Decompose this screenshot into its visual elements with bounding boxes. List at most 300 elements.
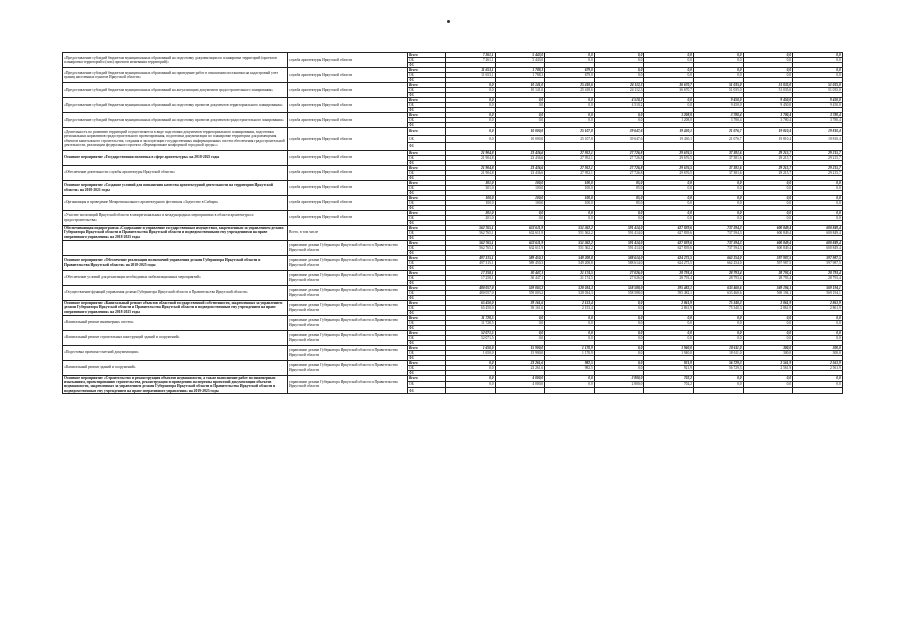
amount-cell: 0,0 — [545, 58, 595, 63]
amount-cell: 28 793,4 — [743, 275, 793, 280]
funding-source-cell: ФБ — [408, 93, 446, 98]
amount-cell: 37 381,6 — [693, 165, 743, 170]
amount-cell: 39 647,6 — [594, 135, 644, 143]
amount-cell — [446, 143, 496, 151]
amount-cell: 0,0 — [495, 103, 545, 108]
funding-source-cell: ОБ — [408, 73, 446, 78]
amount-cell — [644, 143, 694, 151]
amount-cell: 0,0 — [446, 88, 496, 93]
amount-cell: 0,0 — [644, 58, 694, 63]
amount-cell: 25 107,8 — [545, 135, 595, 143]
amount-cell: 0,0 — [743, 53, 793, 58]
amount-cell: 2 861,9 — [743, 300, 793, 305]
amount-cell: 595 482,1 — [644, 290, 694, 295]
amount-cell: 0,0 — [793, 195, 843, 200]
amount-cell: 2 561,9 — [793, 365, 843, 370]
amount-cell: 600 849,4 — [743, 230, 793, 235]
amount-cell: 51 035,0 — [743, 88, 793, 93]
funding-source-cell: ОБ — [408, 58, 446, 63]
amount-cell: 0,0 — [446, 113, 496, 118]
activity-name-cell: «Капитальный ремонт инженерных систем» — [63, 315, 288, 330]
amount-cell: 9 450,0 — [793, 103, 843, 108]
amount-cell: 0,0 — [594, 73, 644, 78]
amount-cell: 632 611,9 — [495, 230, 545, 235]
amount-cell: 19 810,4 — [743, 135, 793, 143]
amount-cell: 0,0 — [594, 113, 644, 118]
amount-cell: 0,0 — [743, 335, 793, 340]
amount-cell: 0,0 — [446, 381, 496, 387]
amount-cell: 0,0 — [545, 315, 595, 320]
amount-cell: 921,9 — [644, 365, 694, 370]
amount-cell: 30 447,1 — [495, 270, 545, 275]
funding-source-cell: ОБ — [408, 103, 446, 108]
amount-cell: 10 000,0 — [495, 135, 545, 143]
funding-source-cell: ОБ — [408, 155, 446, 160]
amount-cell: 9 450,0 — [743, 98, 793, 103]
amount-cell: 0,0 — [743, 215, 793, 220]
amount-cell: 0,0 — [693, 381, 743, 387]
amount-cell: 0,0 — [644, 53, 694, 58]
amount-cell: 4 510,2 — [594, 98, 644, 103]
amount-cell: 562 765,1 — [446, 225, 496, 230]
funding-source-cell: ОБ — [408, 245, 446, 250]
amount-cell: 2 800,0 — [594, 375, 644, 381]
activity-name-cell: «Капитальный ремонт строительных конструкций зданий и сооружений» — [63, 330, 288, 345]
amount-cell: 27 026,0 — [594, 270, 644, 275]
amount-cell: 0,0 — [693, 215, 743, 220]
amount-cell: 0,0 — [693, 195, 743, 200]
amount-cell: 1 170,9 — [545, 345, 595, 350]
amount-cell: 100,0 — [495, 195, 545, 200]
amount-cell: 569 194,1 — [743, 290, 793, 295]
amount-cell: 0,0 — [693, 375, 743, 381]
amount-cell: 0,0 — [743, 200, 793, 205]
amount-cell: 19 430,1 — [644, 135, 694, 143]
amount-cell: 29 215,7 — [793, 170, 843, 175]
amount-cell: 28 793,4 — [644, 275, 694, 280]
activity-name-cell: Основное мероприятие «Обеспечение реализации полномочий управления делами Губернатора Иркутской области и Правительства Иркутской области» на 2018-2025 годы — [63, 255, 288, 270]
amount-cell: 0,0 — [446, 365, 496, 370]
amount-cell: 11 653,1 — [446, 68, 496, 73]
amount-cell: 0,0 — [693, 58, 743, 63]
executor-cell: служба архитектуры Иркутской области — [288, 210, 408, 225]
amount-cell: 1 208,0 — [644, 118, 694, 123]
amount-cell: 0,0 — [594, 335, 644, 340]
amount-cell — [495, 387, 545, 393]
amount-cell: 0,0 — [545, 113, 595, 118]
funding-source-cell: Всего — [408, 53, 446, 58]
amount-cell: 39 647,6 — [594, 128, 644, 136]
funding-source-cell: Всего — [408, 360, 446, 365]
amount-cell: 51 035,0 — [743, 83, 793, 88]
funding-source-cell: Всего — [408, 240, 446, 245]
amount-cell: 0,0 — [594, 305, 644, 310]
amount-cell: 551 362,2 — [545, 230, 595, 235]
amount-cell: 300,0 — [743, 345, 793, 350]
amount-cell — [693, 387, 743, 393]
amount-cell: 301,0 — [446, 180, 496, 185]
amount-cell: 100,0 — [495, 185, 545, 190]
activity-name-cell: «Предоставление субсидий бюджетам муниципальных образований на подготовку проектов документов градостроительного зонирования» — [63, 113, 288, 128]
amount-cell: 0,0 — [446, 98, 496, 103]
amount-cell: 4 000,0 — [495, 381, 545, 387]
amount-cell: 2 561,9 — [743, 365, 793, 370]
executor-cell: управление делами Губернатора Иркутской области и Правительства Иркутской области — [288, 300, 408, 315]
amount-cell: 558 588,0 — [594, 290, 644, 295]
amount-cell: 1 170,9 — [545, 350, 595, 355]
amount-cell: 75 340,3 — [693, 305, 743, 310]
amount-cell: 9 450,0 — [743, 103, 793, 108]
funding-source-cell: ФБ — [408, 370, 446, 375]
funding-source-cell: ФБ — [408, 175, 446, 180]
funding-source-cell: Всего — [408, 285, 446, 290]
amount-cell: 51 035,0 — [693, 88, 743, 93]
amount-cell: 100,0 — [545, 180, 595, 185]
table-row — [63, 128, 843, 136]
amount-cell: 589 450,3 — [495, 255, 545, 260]
amount-cell: 0,0 — [743, 320, 793, 325]
amount-cell: 600 849,4 — [743, 225, 793, 230]
amount-cell: 56 729,3 — [693, 365, 743, 370]
activity-name-cell: Основное мероприятие «Строительство и реконструкция объектов недвижимости, а также выполнение работ по инженерным изысканиям, проектированию строительства, реконструкции и проведению экспертизы проектной документации объектов недвижимости, закрепленных за управлением делами Губернатора Иркутской области и Правительства Иркутской области и подведомственным ему учреждением на праве оперативного управления» на 2019-2023 годы — [63, 375, 288, 394]
amount-cell: 982,5 — [545, 360, 595, 365]
amount-cell: 1 788,3 — [495, 68, 545, 73]
amount-cell: 25 107,8 — [545, 128, 595, 136]
activity-name-cell: «Обеспечение деятельности службы архитектуры Иркутской области» — [63, 165, 288, 180]
amount-cell: 27 726,8 — [594, 150, 644, 155]
amount-cell: 1 650,0 — [446, 350, 496, 355]
amount-cell: 0,0 — [594, 68, 644, 73]
amount-cell: 480 057,0 — [446, 285, 496, 290]
amount-cell: 0,0 — [793, 335, 843, 340]
amount-cell: 551 362,2 — [545, 240, 595, 245]
amount-cell: 15 900,0 — [495, 350, 545, 355]
amount-cell: 589 450,3 — [495, 260, 545, 265]
amount-cell: 0,0 — [594, 345, 644, 350]
amount-cell: 100,0 — [545, 185, 595, 190]
amount-cell: 662 254,0 — [693, 260, 743, 265]
amount-cell: 65 450,0 — [446, 305, 496, 310]
amount-cell: 0,0 — [743, 68, 793, 73]
amount-cell: 2 561,9 — [793, 360, 843, 365]
amount-cell: 7 261,1 — [446, 53, 496, 58]
amount-cell: 0,0 — [793, 185, 843, 190]
amount-cell — [743, 143, 793, 151]
activity-name-cell: Основное мероприятие «Капитальный ремонт объектов областной государственной собственности, закрепленных за управлением делами Губернатора Иркутской области и Правительства Иркутской области и подведомственным ему учреждением на праве оперативного управления» на 2018-2025 годы — [63, 300, 288, 315]
amount-cell: 100,0 — [495, 200, 545, 205]
amount-cell: 27 726,8 — [594, 165, 644, 170]
amount-cell: 0,0 — [644, 68, 694, 73]
amount-cell: 737 594,3 — [693, 225, 743, 230]
amount-cell: 0,0 — [495, 335, 545, 340]
amount-cell: 551 362,2 — [545, 245, 595, 250]
amount-cell: 75 340,3 — [693, 300, 743, 305]
amount-cell: 1 940,0 — [644, 345, 694, 350]
amount-cell: 19 810,4 — [743, 128, 793, 136]
amount-cell: 549 208,8 — [545, 255, 595, 260]
table-body — [63, 53, 843, 394]
funding-source-cell: ФБ — [408, 250, 446, 255]
amount-cell: 0,0 — [743, 180, 793, 185]
funding-source-cell: ФБ — [408, 205, 446, 210]
amount-cell: 679,0 — [545, 73, 595, 78]
amount-cell: 0,0 — [693, 200, 743, 205]
amount-cell: 0,0 — [594, 315, 644, 320]
amount-cell: 2 561,9 — [743, 360, 793, 365]
amount-cell: 0,0 — [594, 320, 644, 325]
amount-cell: 2 861,9 — [644, 300, 694, 305]
amount-cell: 0,0 — [644, 195, 694, 200]
amount-cell: 27 952,1 — [545, 170, 595, 175]
funding-source-cell: Всего — [408, 315, 446, 320]
activity-name-cell: «Участие экспозиций Иркутской области в межрегиональных и международных мероприятиях в области архитектуры и градостроительства» — [63, 210, 288, 225]
funding-source-cell: Всего — [408, 270, 446, 275]
amount-cell: 27 726,8 — [594, 155, 644, 160]
executor-cell: служба архитектуры Иркутской области — [288, 113, 408, 128]
amount-cell: 29 676,5 — [644, 165, 694, 170]
amount-cell: 29 215,7 — [793, 150, 843, 155]
amount-cell: 0,0 — [495, 320, 545, 325]
amount-cell: 39 161,6 — [495, 300, 545, 305]
amount-cell: 29 215,7 — [743, 170, 793, 175]
amount-cell: 600 849,4 — [793, 245, 843, 250]
amount-cell: 0,0 — [446, 118, 496, 123]
funding-source-cell: Всего — [408, 180, 446, 185]
amount-cell: 301,0 — [446, 185, 496, 190]
amount-cell: 21 076,7 — [693, 135, 743, 143]
amount-cell: 0,0 — [644, 185, 694, 190]
amount-cell: 0,0 — [693, 320, 743, 325]
activity-name-cell: «Обеспечение условий для реализации необходимых мобилизационных мероприятий» — [63, 270, 288, 285]
funding-source-cell: ОБ — [408, 200, 446, 205]
amount-cell: 569 194,1 — [793, 285, 843, 290]
funding-source-cell: ФБ — [408, 143, 446, 151]
amount-cell: 9 450,0 — [793, 98, 843, 103]
amount-cell: 633 460,6 — [693, 285, 743, 290]
amount-cell: 588 614,0 — [594, 255, 644, 260]
amount-cell: 11 728,5 — [446, 315, 496, 320]
amount-cell: 0,0 — [495, 315, 545, 320]
funding-source-cell: ФБ — [408, 355, 446, 360]
amount-cell: 597 987,5 — [743, 260, 793, 265]
amount-cell — [495, 143, 545, 151]
amount-cell: 0,0 — [693, 68, 743, 73]
amount-cell: 0,0 — [446, 83, 496, 88]
amount-cell: 0,0 — [644, 215, 694, 220]
amount-cell: 0,0 — [793, 381, 843, 387]
amount-cell: 29 676,5 — [644, 170, 694, 175]
amount-cell: 0,0 — [644, 98, 694, 103]
amount-cell: 0,0 — [545, 330, 595, 335]
funding-source-cell: ФБ — [408, 190, 446, 195]
amount-cell: 600 849,4 — [743, 240, 793, 245]
amount-cell: 100,0 — [545, 195, 595, 200]
amount-cell: 0,0 — [644, 103, 694, 108]
amount-cell: 2 153,4 — [545, 305, 595, 310]
amount-cell: 29 215,7 — [743, 155, 793, 160]
activity-name-cell: Основное мероприятие «Создание условий для повышения качества архитектурной деятельности на территории Иркутской области» на 2018-2021 годы — [63, 180, 288, 195]
amount-cell: 0,0 — [743, 381, 793, 387]
amount-cell: 0,0 — [594, 300, 644, 305]
amount-cell: 0,0 — [743, 73, 793, 78]
amount-cell: 627 839,6 — [644, 240, 694, 245]
amount-cell: 27 726,8 — [594, 170, 644, 175]
amount-cell: 528 034,3 — [545, 285, 595, 290]
executor-cell: управление делами Губернатора Иркутской области и Правительства Иркутской области — [288, 285, 408, 300]
amount-cell: 528 034,3 — [545, 290, 595, 295]
amount-cell: 562 765,1 — [446, 230, 496, 235]
amount-cell: 29 215,7 — [743, 165, 793, 170]
funding-source-cell: Всего — [408, 98, 446, 103]
amount-cell — [545, 143, 595, 151]
amount-cell — [793, 143, 843, 151]
amount-cell: 0,0 — [545, 103, 595, 108]
funding-source-cell: Всего — [408, 83, 446, 88]
activity-name-cell: «Организация и проведение Межрегионального архитектурного фестиваля «Зодчество в Сибири» — [63, 195, 288, 210]
amount-cell: 0,0 — [793, 315, 843, 320]
amount-cell: 627 839,6 — [644, 245, 694, 250]
executor-cell: служба архитектуры Иркутской области — [288, 128, 408, 151]
amount-cell: 588 614,0 — [594, 260, 644, 265]
amount-cell: 85,0 — [594, 185, 644, 190]
amount-cell: 632 611,9 — [495, 225, 545, 230]
amount-cell: 19 810,4 — [793, 135, 843, 143]
funding-source-cell: ФБ — [408, 265, 446, 270]
amount-cell: 52 071,5 — [446, 330, 496, 335]
amount-cell: 0,0 — [693, 73, 743, 78]
amount-cell: 0,0 — [545, 118, 595, 123]
amount-cell: 2 800,0 — [594, 381, 644, 387]
amount-cell: 480 057,0 — [446, 290, 496, 295]
amount-cell: 600 849,4 — [793, 225, 843, 230]
activity-name-cell: «Предоставление субсидий бюджетам муниципальных образований на актуализацию документов градостроительного зонирования» — [63, 83, 288, 98]
amount-cell: 0,0 — [793, 53, 843, 58]
funding-source-cell: Всего — [408, 113, 446, 118]
amount-cell: 28 793,4 — [743, 270, 793, 275]
amount-cell: 0,0 — [793, 58, 843, 63]
amount-cell: 0,0 — [545, 381, 595, 387]
amount-cell: 3 780,4 — [743, 118, 793, 123]
amount-cell: 5 443,0 — [495, 58, 545, 63]
amount-cell: 201,0 — [446, 210, 496, 215]
executor-cell: управление делами Губернатора Иркутской области и Правительства Иркутской области — [288, 240, 408, 255]
funding-source-cell: ФБ — [408, 310, 446, 315]
amount-cell: 28 793,4 — [644, 270, 694, 275]
activity-name-cell: «Предоставление субсидий бюджетам муниципальных образований на проведение работ в отношении постановки на кадастровый учет границ населенных пунктов Иркутской области» — [63, 68, 288, 83]
amount-cell: 0,0 — [495, 118, 545, 123]
amount-cell: 18 611,0 — [693, 350, 743, 355]
funding-source-cell: ФБ — [408, 108, 446, 113]
amount-cell: 37 381,6 — [693, 150, 743, 155]
amount-cell: 0,0 — [793, 68, 843, 73]
amount-cell: 23 436,6 — [495, 150, 545, 155]
amount-cell — [594, 143, 644, 151]
amount-cell: 29 676,5 — [644, 150, 694, 155]
funding-source-cell: Всего — [408, 68, 446, 73]
amount-cell: 0,0 — [644, 335, 694, 340]
amount-cell: 21 904,8 — [446, 155, 496, 160]
amount-cell: 632 611,9 — [495, 245, 545, 250]
amount-cell: 0,0 — [793, 200, 843, 205]
amount-cell: 633 460,6 — [693, 290, 743, 295]
amount-cell — [545, 387, 595, 393]
executor-cell: служба архитектуры Иркутской области — [288, 83, 408, 98]
amount-cell: 549 208,8 — [545, 260, 595, 265]
amount-cell: 627 839,6 — [644, 225, 694, 230]
amount-cell: 300,0 — [793, 350, 843, 355]
amount-cell: 0,0 — [495, 215, 545, 220]
amount-cell: 559 003,2 — [495, 285, 545, 290]
activity-name-cell: «Предоставление субсидий бюджетам муниципальных образований на подготовку проектов документов территориального планирования» — [63, 98, 288, 113]
amount-cell: 982,5 — [545, 365, 595, 370]
executor-cell: управление делами Губернатора Иркутской области и Правительства Иркутской области — [288, 360, 408, 375]
amount-cell: 11 728,5 — [446, 320, 496, 325]
amount-cell: 51 035,0 — [693, 83, 743, 88]
amount-cell: 569 194,1 — [743, 285, 793, 290]
amount-cell: 0,0 — [594, 118, 644, 123]
executor-cell: служба архитектуры Иркутской области — [288, 98, 408, 113]
amount-cell: 558 588,0 — [594, 285, 644, 290]
amount-cell: 25 418,6 — [545, 88, 595, 93]
amount-cell: 0,0 — [594, 365, 644, 370]
executor-cell: служба архитектуры Иркутской области — [288, 150, 408, 165]
amount-cell: 23 261,6 — [495, 365, 545, 370]
amount-cell: 65 450,0 — [446, 300, 496, 305]
amount-cell: 0,0 — [495, 210, 545, 215]
amount-cell: 100,0 — [446, 200, 496, 205]
amount-cell: 2 861,9 — [644, 305, 694, 310]
amount-cell: 624 275,5 — [644, 260, 694, 265]
amount-cell: 562 765,1 — [446, 240, 496, 245]
amount-cell: 0,0 — [545, 320, 595, 325]
amount-cell: 17 258,1 — [446, 275, 496, 280]
amount-cell: 0,0 — [545, 53, 595, 58]
amount-cell: 0,0 — [495, 330, 545, 335]
amount-cell: 37 381,6 — [693, 170, 743, 175]
funding-source-cell: ОБ — [408, 381, 446, 387]
amount-cell: 85,0 — [594, 200, 644, 205]
activity-name-cell: «Осуществление функций управления делами Губернатора Иркутской области и Правительства Иркутской области» — [63, 285, 288, 300]
budget-table — [62, 52, 843, 394]
amount-cell: 7 261,1 — [446, 58, 496, 63]
amount-cell: 679,0 — [545, 68, 595, 73]
amount-cell: 0,0 — [446, 135, 496, 143]
funding-source-cell: ОБ — [408, 350, 446, 355]
amount-cell: 562 765,1 — [446, 245, 496, 250]
amount-cell: 0,0 — [793, 330, 843, 335]
amount-cell: 0,0 — [594, 215, 644, 220]
amount-cell: 10 000,0 — [495, 128, 545, 136]
funding-source-cell: Всего — [408, 345, 446, 350]
funding-source-cell: Всего — [408, 128, 446, 136]
amount-cell: 0,0 — [644, 315, 694, 320]
executor-cell: служба архитектуры Иркутской области — [288, 53, 408, 68]
amount-cell: 21 174,5 — [545, 275, 595, 280]
amount-cell: 21 174,5 — [545, 270, 595, 275]
amount-cell: 4 510,2 — [594, 103, 644, 108]
amount-cell: 300,0 — [743, 350, 793, 355]
amount-cell: 0,0 — [446, 375, 496, 381]
amount-cell: 1 940,0 — [644, 350, 694, 355]
amount-cell: 497 315,1 — [446, 255, 496, 260]
amount-cell: 17 258,1 — [446, 270, 496, 275]
amount-cell: 100,0 — [545, 200, 595, 205]
amount-cell: 39 161,6 — [495, 305, 545, 310]
amount-cell: 0,0 — [644, 330, 694, 335]
amount-cell: 3 780,4 — [793, 113, 843, 118]
funding-source-cell: Всего — [408, 195, 446, 200]
amount-cell: 0,0 — [743, 195, 793, 200]
